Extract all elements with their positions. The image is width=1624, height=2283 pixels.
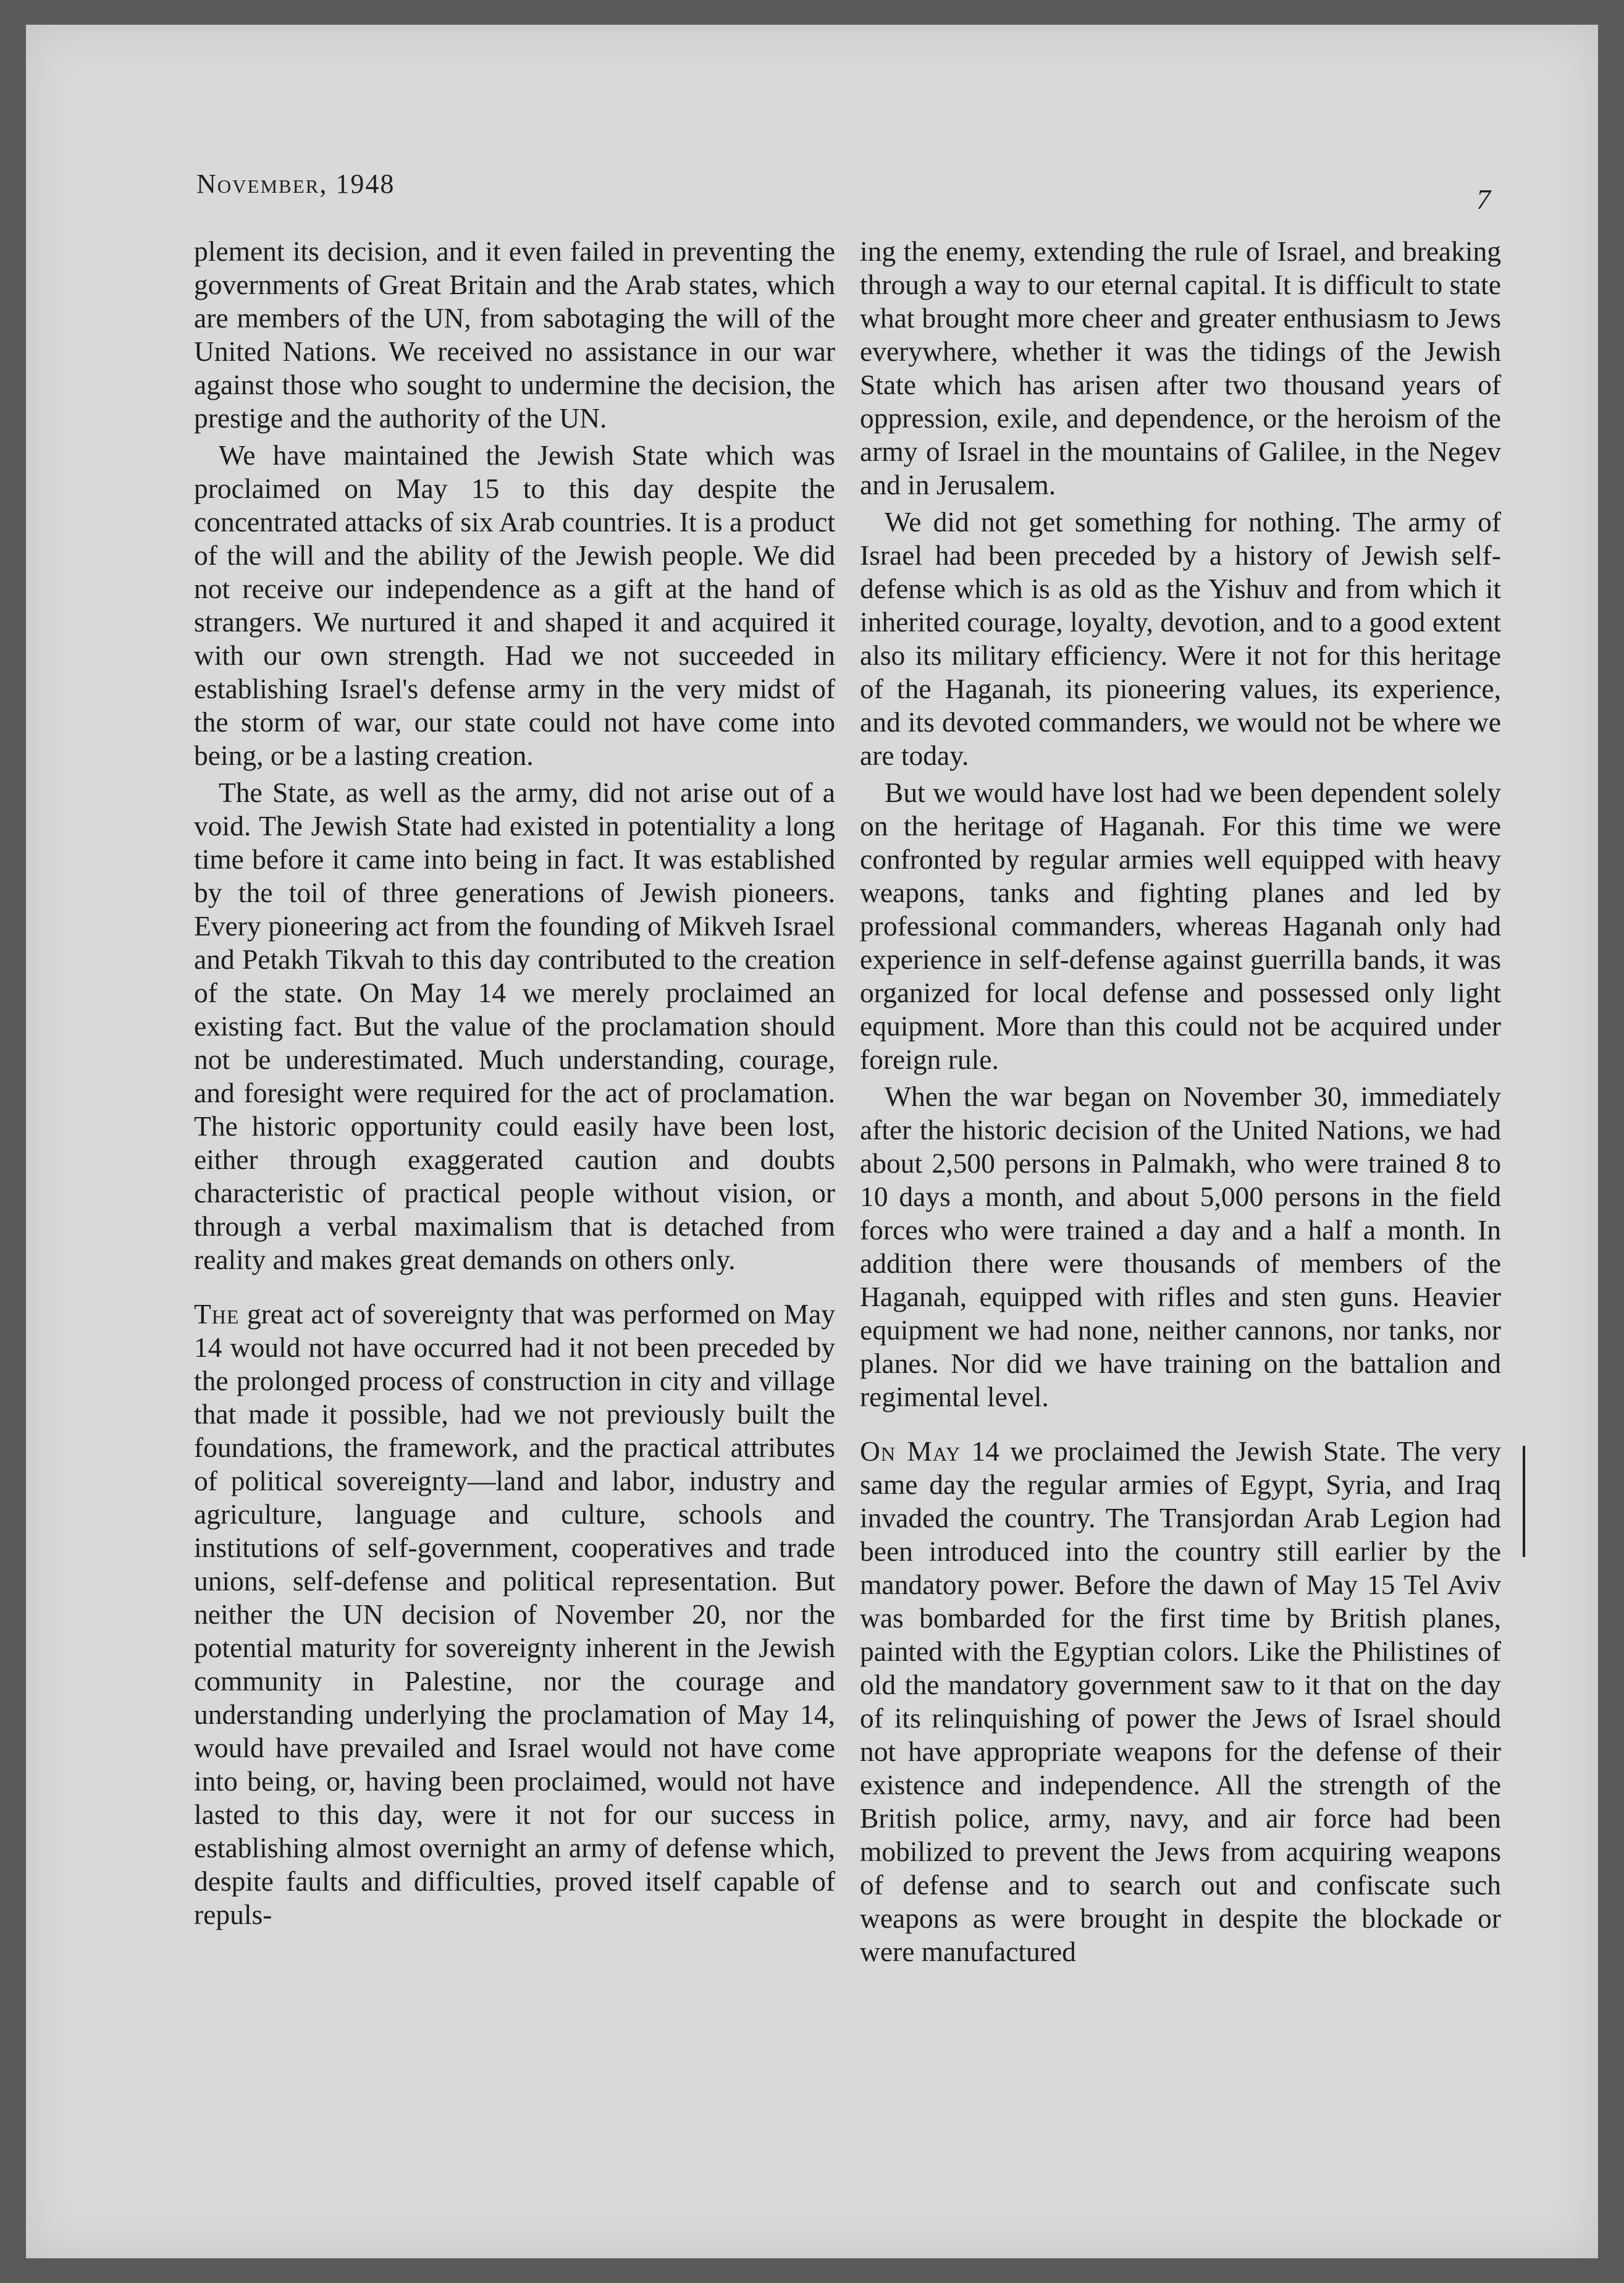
paragraph: When the war began on November 30, immediately after the historic decision of the United Nations, we had about 2,500 persons in Palmakh, who were trained 8 to 10 days a month, and about 5,000 persons in the field forces who were trained a day and a half a month. In addition there were thousands of members of the Haganah, equipped with rifles and sten guns. Heavier equipment we had none, neither cannons, nor tanks, nor planes. Nor did we have training on the battalion and regimental level. bbox=[860, 1081, 1501, 1412]
paragraph: ing the enemy, extending the rule of Israel, and breaking through a way to our eternal capital. It is difficult to state what brought more cheer and greater enthusiasm to Jews everywhere, whether it was the tidings of the Jewish State which has arisen after two thousand years of oppression, exile, and dependence, or the heroism of the army of Israel in the mountains of Galilee, in the Negev and in Jerusalem. bbox=[860, 235, 1501, 500]
page-number: 7 bbox=[1476, 184, 1491, 215]
section-paragraph bbox=[194, 1298, 835, 1931]
paragraph: We have maintained the Jewish State which was proclaimed on May 15 to this day despite the concentrated attacks of six Arab countries. It is a product of the will and the ability of the Jewish people. We did not receive our independence as a gift at the hand of strangers. We nurtured it and shaped it and acquired it with our own strength. Had we not succeeded in establishing Israel's defense army in the very midst of the storm of war, our state could not have come into being, or be a lasting creation. bbox=[194, 439, 835, 771]
section-lead: On May bbox=[860, 1435, 961, 1467]
header-month: November bbox=[196, 169, 320, 199]
section-paragraph bbox=[860, 1435, 1501, 1969]
paragraph: plement its decision, and it even failed in preventing the governments of Great Britain and the Arab states, which are members of the UN, from sabotaging the will of the United Nations. We received no assistance in our war against those who sought to undermine the decision, the prestige and the authority of the UN. bbox=[194, 235, 835, 434]
left-column bbox=[194, 235, 835, 1935]
margin-mark bbox=[1523, 1446, 1525, 1557]
paragraph: We did not get something for nothing. The army of Israel had been preceded by a history of Jewish self-defense which is as old as the Yishuv and from which it inherited courage, loyalty, devotion, and to a good extent also its military efficiency. Were it not for this heritage of the Haganah, its pioneering values, its experience, and its devoted commanders, we would not be where we are today. bbox=[860, 506, 1501, 771]
paragraph: But we would have lost had we been dependent solely on the heritage of Haganah. For this time we were confronted by regular armies well equipped with heavy weapons, tanks and fighting planes and led by professional commanders, whereas Haganah only had experience in self-defense against guerrilla bands, it was organized for local defense and possessed only light equipment. More than this could not be acquired under foreign rule. bbox=[860, 777, 1501, 1075]
running-head bbox=[196, 168, 395, 200]
section-lead: The bbox=[194, 1298, 240, 1330]
section-text: 14 we proclaimed the Jewish State. The very same day the regular armies of Egypt, Syria, and Iraq invaded the country. The Transjordan Arab Legion had been introduced into the country still earlier by the mandatory power. Before the dawn of May 15 Tel Aviv was bombarded for the first time by British planes, painted with the Egyptian colors. Like the Philistines of old the mandatory government saw to it that on the day of its relinquishing of power the Jews of Israel should not have appropriate weapons for the defense of their existence and independence. All the strength of the British police, army, navy, and air force had been mobilized to prevent the Jews from acquiring weapons of defense and to search out and confiscate such weapons as were brought in despite the blockade or were manufactured bbox=[860, 1435, 1501, 1967]
section-text: great act of sovereignty that was performed on May 14 would not have occurred had it not been preceded by the prolonged process of construction in city and village that made it possible, had we not previously built the foundations, the framework, and the practical attributes of political sovereignty—land and labor, industry and agriculture, language and culture, schools and institutions of self-government, cooperatives and trade unions, self-defense and political representation. But neither the UN decision of November 20, nor the potential maturity for sovereignty inherent in the Jewish community in Palestine, nor the courage and understanding underlying the proclamation of May 14, would have prevailed and Israel would not have come into being, or, having been proclaimed, would not have lasted to this day, were it not for our success in establishing almost overnight an army of defense which, despite faults and difficulties, proved itself capable of repuls- bbox=[194, 1298, 835, 1930]
paragraph: The State, as well as the army, did not arise out of a void. The Jewish State had existed in potentiality a long time before it came into being in fact. It was established by the toil of three generations of Jewish pioneers. Every pioneering act from the founding of Mikveh Israel and Petakh Tikvah to this day contributed to the creation of the state. On May 14 we merely proclaimed an existing fact. But the value of the proclamation should not be underestimated. Much understanding, courage, and foresight were required for the act of proclamation. The historic opportunity could easily have been lost, either through exaggerated caution and doubts characteristic of practical people without vision, or through a verbal maximalism that is detached from reality and makes great demands on others only. bbox=[194, 777, 835, 1275]
right-column bbox=[860, 235, 1501, 1972]
page-sheet bbox=[26, 25, 1598, 2258]
header-year: , 1948 bbox=[319, 169, 395, 199]
